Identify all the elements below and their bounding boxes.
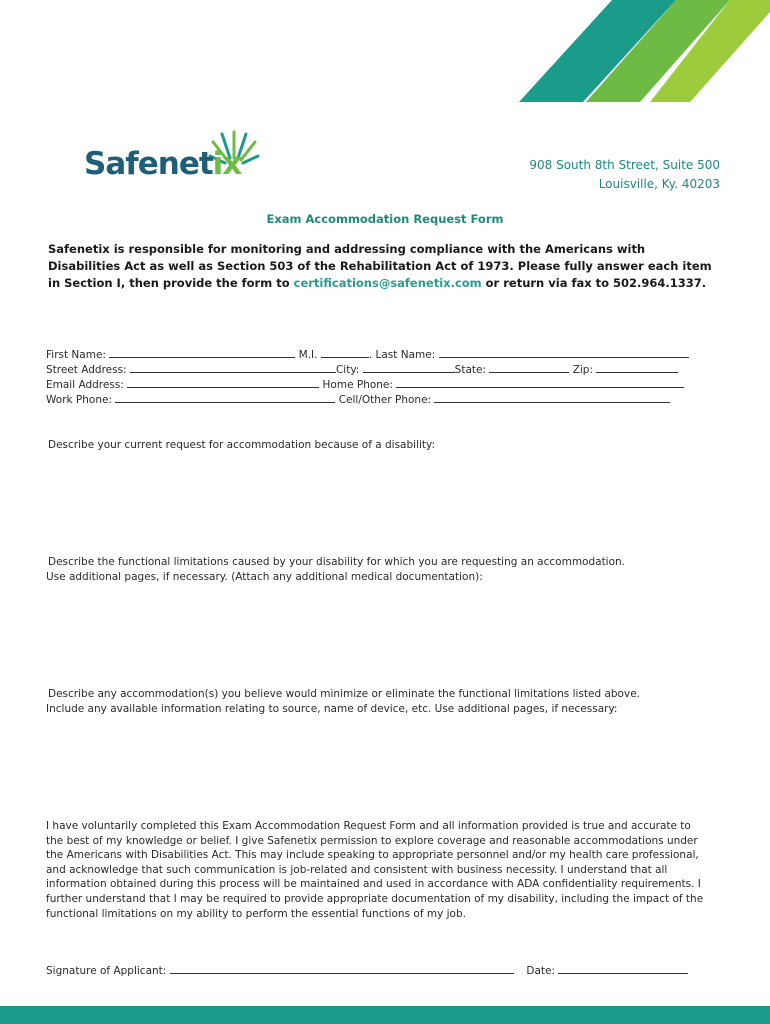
accommodations-line-1: Describe any accommodation(s) you believe would minimize or eliminate the functional limitations listed above. (48, 688, 640, 700)
state-label: State: (454, 364, 486, 376)
intro-text-end: or return via fax to 502.964.1337. (481, 276, 707, 290)
signature-row (46, 964, 726, 979)
street-address-label: Street Address: (46, 364, 127, 376)
work-phone-label: Work Phone: (46, 394, 112, 406)
mi-field[interactable] (321, 348, 369, 358)
applicant-info-fields (46, 348, 726, 408)
zip-field[interactable] (596, 363, 678, 373)
phone-row (46, 393, 726, 408)
city-field[interactable] (363, 363, 455, 373)
cell-phone-label: Cell/Other Phone: (338, 394, 432, 406)
signature-field[interactable] (170, 964, 514, 974)
footer-bar (0, 1006, 770, 1024)
signature-label: Signature of Applicant: (46, 965, 167, 977)
logo-x-mark: ix (212, 146, 242, 182)
current-request-prompt: Describe your current request for accommodation because of a disability: (48, 439, 436, 451)
street-address-field[interactable] (130, 363, 336, 373)
date-field[interactable] (558, 964, 688, 974)
last-name-field[interactable] (439, 348, 689, 358)
address-row (46, 363, 726, 378)
address-line-1: 908 South 8th Street, Suite 500 (529, 158, 720, 172)
address-line-2: Louisville, Ky. 40203 (598, 177, 720, 191)
certifications-email-link[interactable]: certifications@safenetix.com (293, 276, 482, 290)
cell-phone-field[interactable] (434, 393, 670, 403)
safenetix-logo (80, 128, 280, 190)
city-label: City: (335, 364, 360, 376)
home-phone-label: Home Phone: (322, 379, 393, 391)
zip-label: Zip: (572, 364, 594, 376)
home-phone-field[interactable] (396, 378, 684, 388)
mi-label: M.I. (298, 349, 318, 361)
email-row (46, 378, 726, 393)
functional-limitations-prompt (46, 555, 726, 585)
accommodations-prompt (46, 687, 726, 717)
first-name-label: First Name: (46, 349, 106, 361)
last-name-label: Last Name: (375, 349, 436, 361)
functional-limitations-line-2: Use additional pages, if necessary. (Attach any additional medical documentation): (46, 571, 483, 583)
form-title: Exam Accommodation Request Form (266, 212, 504, 226)
certification-statement: I have voluntarily completed this Exam Accommodation Request Form and all information provided is true and accurate to the best of my knowledge or belief. I give Safenetix permission to explore coverage and reasonable accommodations under the Americans with Disabilities Act. This may include speaking to appropriate personnel and/or my health care professional, and acknowledge that such communication is job-related and consistent with business necessity. I understand that all information obtained during this process will be maintained and used in accordance with ADA confidentiality requirements. I further understand that I may be required to provide appropriate documentation of my disability, including the impact of the functional limitations on my ability to perform the essential functions of my job. (46, 820, 704, 920)
functional-limitations-line-1: Describe the functional limitations caused by your disability for which you are requesting an accommodation. (48, 556, 626, 568)
date-label: Date: (526, 965, 555, 977)
first-name-field[interactable] (109, 348, 295, 358)
header-stripes (0, 0, 770, 110)
email-address-field[interactable] (127, 378, 319, 388)
company-address (529, 156, 720, 194)
intro-paragraph (48, 241, 718, 292)
logo-wordmark: Safenetix (84, 146, 242, 182)
email-address-label: Email Address: (46, 379, 124, 391)
intro-text: Safenetix is responsible for monitoring and addressing compliance with the Americans with Disabilities Act as well as Section 503 of the Rehabilitation Act of 1973. Please fully answer each item in Section I, then provide the form to (48, 242, 712, 290)
work-phone-field[interactable] (115, 393, 335, 403)
name-row: First Name: M.I. . Last Name: (46, 348, 726, 363)
state-field[interactable] (489, 363, 569, 373)
accommodations-line-2: Include any available information relating to source, name of device, etc. Use additional pages, if necessary: (46, 703, 618, 715)
